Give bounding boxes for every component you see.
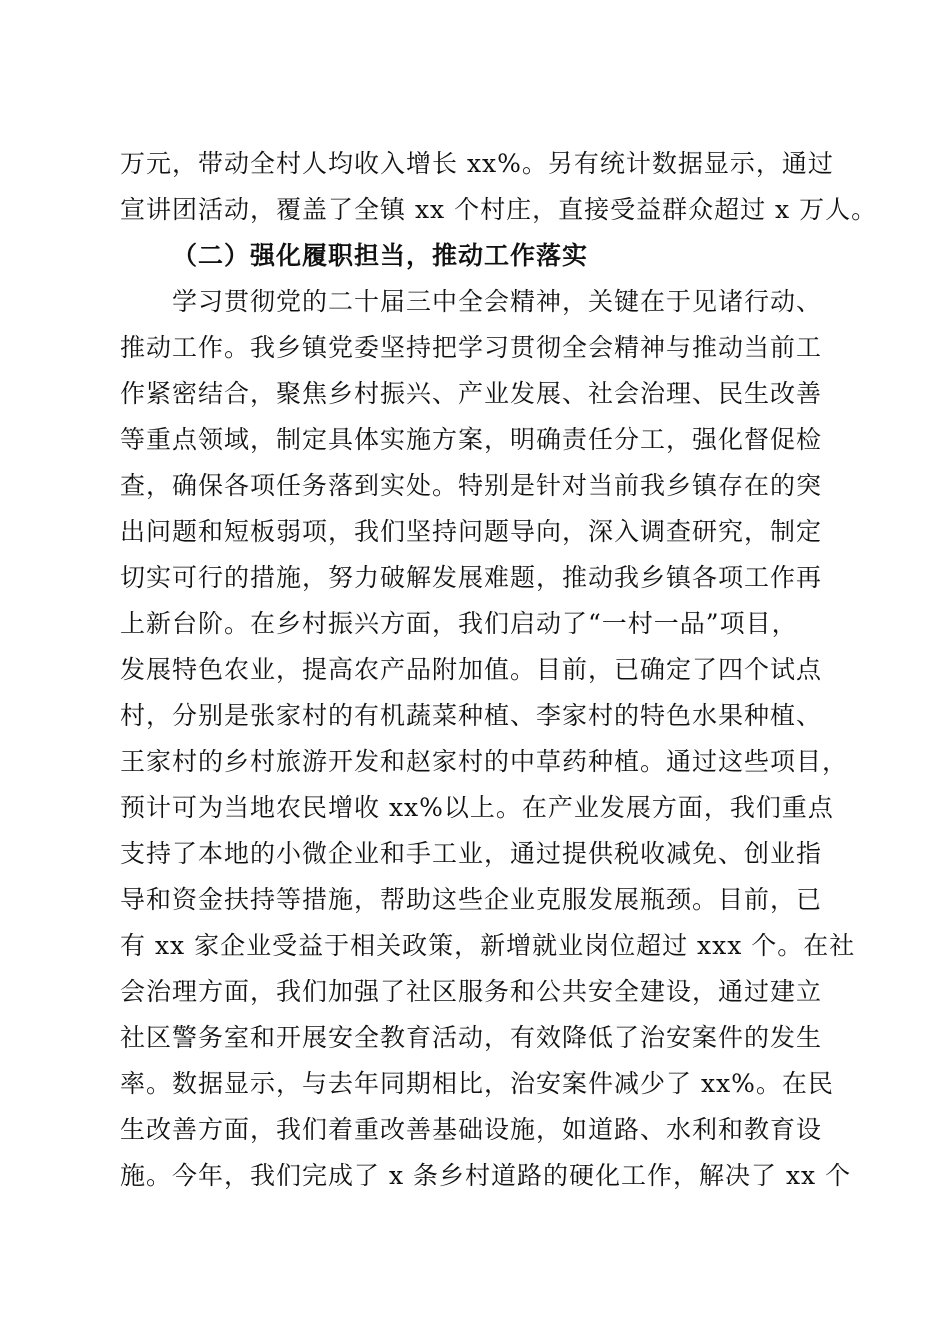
paragraph-line: 村，分别是张家村的有机蔬菜种植、李家村的特色水果种植、 bbox=[120, 701, 823, 730]
paragraph-line: 社区警务室和开展安全教育活动，有效降低了治安案件的发生 bbox=[120, 1023, 823, 1052]
paragraph-line: 等重点领域，制定具体实施方案，明确责任分工，强化督促检 bbox=[120, 425, 823, 454]
paragraph-line: 生改善方面，我们着重改善基础设施，如道路、水利和教育设 bbox=[120, 1115, 823, 1144]
paragraph-line: 支持了本地的小微企业和手工业，通过提供税收减免、创业指 bbox=[120, 839, 823, 868]
paragraph-line: 推动工作。我乡镇党委坚持把学习贯彻全会精神与推动当前工 bbox=[120, 333, 823, 362]
paragraph-line: 王家村的乡村旅游开发和赵家村的中草药种植。通过这些项目， bbox=[120, 747, 849, 776]
paragraph-line: 率。数据显示，与去年同期相比，治安案件减少了 xx%。在民 bbox=[120, 1069, 834, 1098]
paragraph-line: 有 xx 家企业受益于相关政策，新增就业岗位超过 xxx 个。在社 bbox=[120, 931, 856, 960]
paragraph-line: 导和资金扶持等措施，帮助这些企业克服发展瓶颈。目前，已 bbox=[120, 885, 823, 914]
paragraph-line: 施。今年，我们完成了 x 条乡村道路的硬化工作，解决了 xx 个 bbox=[120, 1161, 852, 1190]
paragraph-line: 宣讲团活动，覆盖了全镇 xx 个村庄，直接受益群众超过 x 万人。 bbox=[120, 195, 878, 224]
paragraph-line: 上新台阶。在乡村振兴方面，我们启动了“一村一品”项目， bbox=[120, 609, 798, 638]
paragraph-line: 作紧密结合，聚焦乡村振兴、产业发展、社会治理、民生改善 bbox=[120, 379, 823, 408]
paragraph-line: 万元，带动全村人均收入增长 xx%。另有统计数据显示，通过 bbox=[120, 149, 834, 178]
paragraph-line: 会治理方面，我们加强了社区服务和公共安全建设，通过建立 bbox=[120, 977, 823, 1006]
section-heading: （二）强化履职担当，推动工作落实 bbox=[172, 241, 589, 270]
paragraph-line: 查，确保各项任务落到实处。特别是针对当前我乡镇存在的突 bbox=[120, 471, 823, 500]
paragraph-line: 预计可为当地农民增收 xx%以上。在产业发展方面，我们重点 bbox=[120, 793, 834, 822]
paragraph-line: 学习贯彻党的二十届三中全会精神，关键在于见诸行动、 bbox=[172, 287, 823, 316]
paragraph-line: 切实可行的措施，努力破解发展难题，推动我乡镇各项工作再 bbox=[120, 563, 823, 592]
paragraph-line: 出问题和短板弱项，我们坚持问题导向，深入调查研究，制定 bbox=[120, 517, 823, 546]
paragraph-line: 发展特色农业，提高农产品附加值。目前，已确定了四个试点 bbox=[120, 655, 823, 684]
